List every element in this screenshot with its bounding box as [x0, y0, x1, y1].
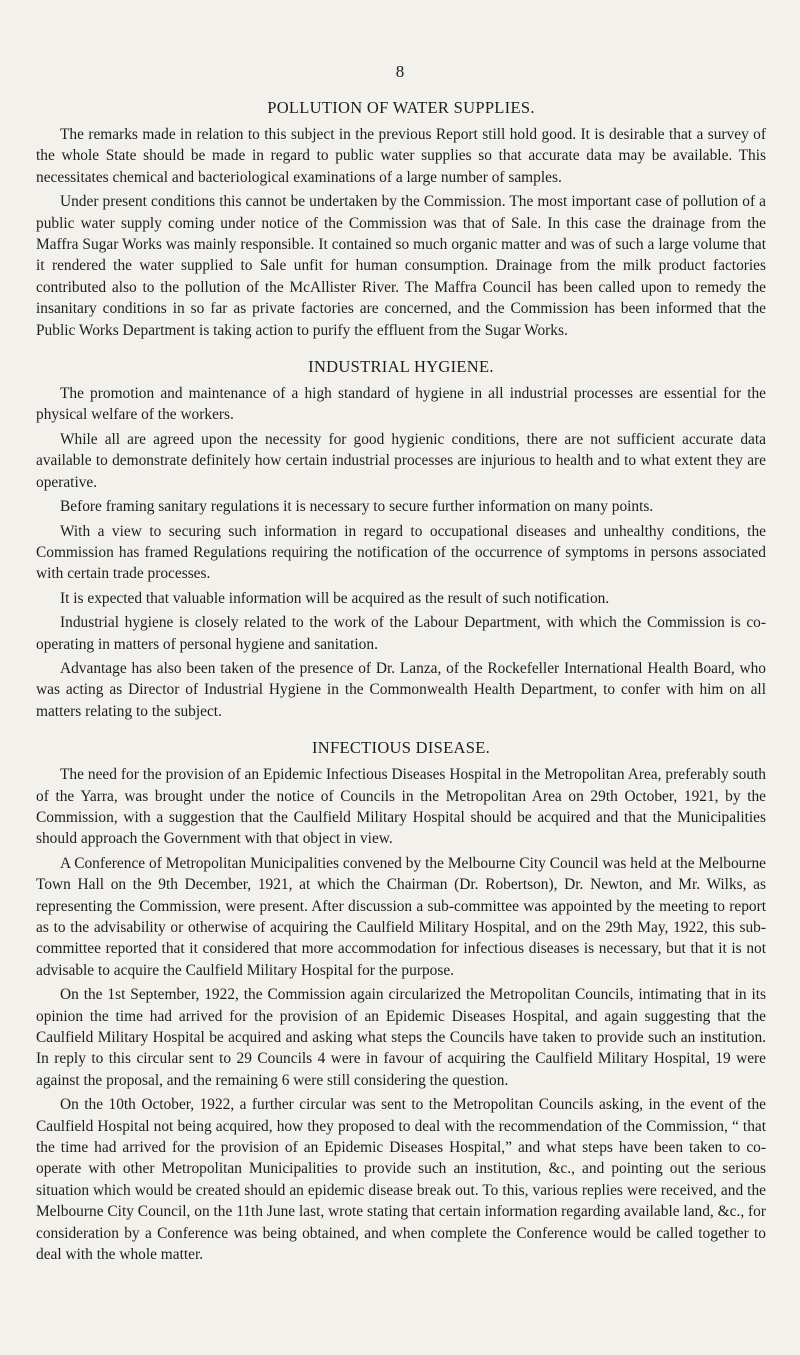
paragraph: While all are agreed upon the necessity for good hygienic conditions, there are not sufficient accurate data available to demonstrate definitely how certain industrial processes are injurious to health and to what extent they are operative. — [36, 430, 766, 491]
paragraph: The need for the provision of an Epidemic Infectious Diseases Hospital in the Metropolitan Area, preferably south of the Yarra, was brought under the notice of Councils in the Metropolitan Area on 29th October, 1921, by the Commission, with a suggestion that the Caulfield Military Hospital should be acquired and that the Municipalities should approach the Government with that object in view. — [36, 766, 766, 848]
section-industrial-hygiene — [36, 355, 766, 722]
section-heading: INFECTIOUS DISEASE. — [311, 738, 491, 758]
paragraph: With a view to securing such information in regard to occupational diseases and unhealthy conditions, the Commission has framed Regulations requiring the notification of the occurrence of symptoms in persons associated with certain trade processes. — [36, 522, 766, 583]
document-body — [36, 96, 766, 1269]
paragraph: Advantage has also been taken of the presence of Dr. Lanza, of the Rockefeller International Health Board, who was acting as Director of Industrial Hygiene in the Commonwealth Health Department, to confer with him on all matters relating to the subject. — [36, 659, 766, 720]
paragraph: A Conference of Metropolitan Municipalities convened by the Melbourne City Council was held at the Melbourne Town Hall on the 9th December, 1921, at which the Chairman (Dr. Robertson), Dr. Newton, and Mr. Wilks, as representing the Commission, were present. After discussion a sub-committee was appointed by the meeting to report as to the advisability or otherwise of acquiring the Caulfield Military Hospital, and on the 29th May, 1922, this sub-committee reported that it considered that more accommodation for infectious diseases is necessary, but that it is not advisable to acquire the Caulfield Military Hospital for the purpose. — [36, 854, 766, 979]
paragraph: The promotion and maintenance of a high standard of hygiene in all industrial processes are essential for the physical welfare of the workers. — [36, 385, 766, 424]
paragraph: Under present conditions this cannot be undertaken by the Commission. The most important case of pollution of a public water supply coming under notice of the Commission was that of Sale. In this case the drainage from the Maffra Sugar Works was mainly responsible. It contained so much organic matter and was of such a large volume that it rendered the water supplied to Sale unfit for human consumption. Drainage from the milk product factories contributed also to the pollution of the McAllister River. The Maffra Council has been called upon to remedy the insanitary conditions in so far as private factories are concerned, and the Commission has been informed that the Public Works Department is taking action to purify the effluent from the Sugar Works. — [36, 193, 766, 339]
section-heading: POLLUTION OF WATER SUPPLIES. — [267, 98, 535, 117]
paragraph: Industrial hygiene is closely related to the work of the Labour Department, with which the Commission is co-operating in matters of personal hygiene and sanitation. — [36, 614, 766, 653]
paragraph: The remarks made in relation to this subject in the previous Report still hold good. It is desirable that a survey of the whole State should be made in regard to public water supplies so that accurate data may be available. This necessitates chemical and bacteriological examinations of a large number of samples. — [36, 126, 766, 186]
paragraph: Before framing sanitary regulations it is necessary to secure further information on many points. — [60, 498, 654, 516]
section-pollution-of-water-supplies — [36, 96, 766, 341]
section-infectious-disease — [36, 736, 766, 1265]
paragraph: It is expected that valuable information will be acquired as the result of such notification. — [60, 589, 610, 607]
section-heading: INDUSTRIAL HYGIENE. — [308, 357, 494, 377]
page-number: 8 — [395, 62, 405, 81]
paragraph: On the 10th October, 1922, a further circular was sent to the Metropolitan Councils asking, in the event of the Caulfield Hospital not being acquired, how they proposed to deal with the recommendation of the Commission, “ that the time had arrived for the provision of an Epidemic Diseases Hospital,” and what steps have been taken to co-operate with other Metropolitan Municipalities to provide such an institution, &c., and pointing out the serious situation which would be created should an epidemic disease break out. To this, various replies were received, and the Melbourne City Council, on the 11th June last, wrote stating that certain information regarding available land, &c., for consideration by a Conference was being obtained, and when complete the Conference would be called together to deal with the whole matter. — [36, 1096, 766, 1264]
paragraph: On the 1st September, 1922, the Commission again circularized the Metropolitan Councils, intimating that in its opinion the time had arrived for the provision of an Epidemic Diseases Hospital, and again suggesting that the Caulfield Military Hospital be acquired and asking what steps the Councils have taken to provide such an institution. In reply to this circular sent to 29 Councils 4 were in favour of acquiring the Caulfield Military Hospital, 19 were against the proposal, and the remaining 6 were still considering the question. — [36, 986, 766, 1089]
